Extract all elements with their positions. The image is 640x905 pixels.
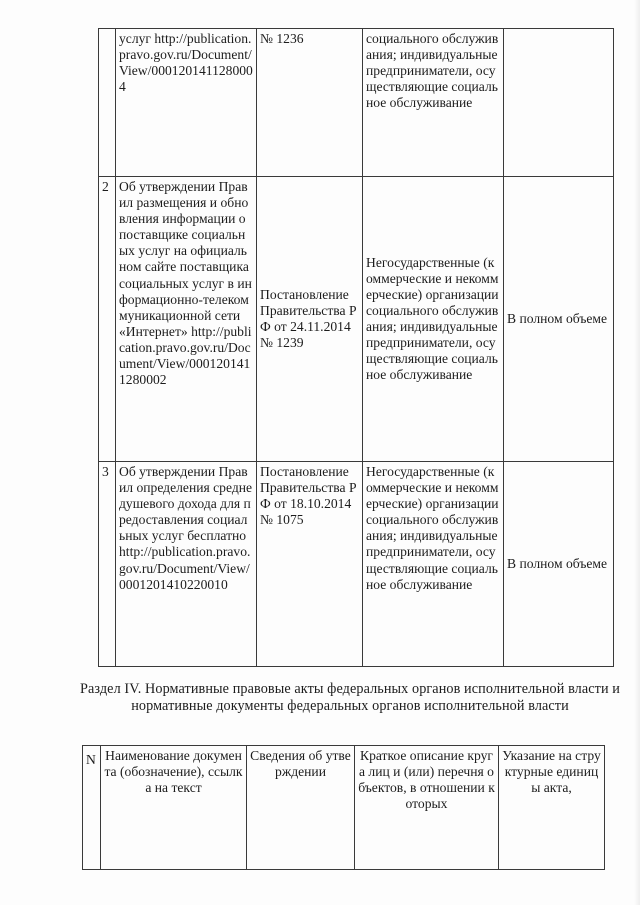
approval-info: № 1236 xyxy=(257,29,363,177)
table-row xyxy=(99,29,614,177)
header-name: Наименование документа (обозначение), ссылка на текст xyxy=(101,746,247,870)
row-number xyxy=(99,29,116,177)
section-heading: Раздел IV. Нормативные правовые акты федеральных органов исполнительной власти и нормативные документы федеральных органов исполнительной власти xyxy=(80,681,620,714)
table-header-row xyxy=(83,746,605,870)
scope-info: В полном объеме xyxy=(504,462,614,667)
approval-info: Постановление Правительства РФ от 24.11.2014 № 1239 xyxy=(257,177,363,462)
header-n: N xyxy=(83,746,101,870)
subjects-description: Негосударственные (коммерческие и некоммерческие) организации социального обслуживания; индивидуальные предприниматели, осуществляющие социальное обслуживание xyxy=(363,462,504,667)
row-number: 3 xyxy=(99,462,116,667)
section-iv-table xyxy=(82,745,605,870)
subjects-description: Негосударственные (коммерческие и некоммерческие) организации социального обслуживания; индивидуальные предприниматели, осуществляющие социальное обслуживание xyxy=(363,177,504,462)
document-title: услуг http://publication.pravo.gov.ru/Document/View/0001201411280004 xyxy=(116,29,257,177)
scope-info: В полном объеме xyxy=(504,177,614,462)
scope-info xyxy=(504,29,614,177)
table-row xyxy=(99,462,614,667)
document-title: Об утверждении Правил определения среднедушевого дохода для предоставления социальных услуг бесплатно http://publication.pravo.gov.ru/Document/View/0001201410220010 xyxy=(116,462,257,667)
row-number: 2 xyxy=(99,177,116,462)
table-row xyxy=(99,177,614,462)
page-edge xyxy=(634,0,640,905)
document-title: Об утверждении Правил размещения и обновления информации о поставщике социальных услуг на официальном сайте поставщика социальных услуг в информационно-телекоммуникационной сети «Интернет» http://publication.pravo.gov.ru/Document/View/0001201411280002 xyxy=(116,177,257,462)
header-units: Указание на структурные единицы акта, xyxy=(499,746,605,870)
acts-table xyxy=(98,28,614,667)
subjects-description: социального обслуживания; индивидуальные предприниматели, осуществляющие социальное обслуживание xyxy=(363,29,504,177)
header-description: Краткое описание круга лиц и (или) перечня объектов, в отношении которых xyxy=(355,746,499,870)
header-approval: Сведения об утверждении xyxy=(247,746,355,870)
approval-info: Постановление Правительства РФ от 18.10.2014 № 1075 xyxy=(257,462,363,667)
